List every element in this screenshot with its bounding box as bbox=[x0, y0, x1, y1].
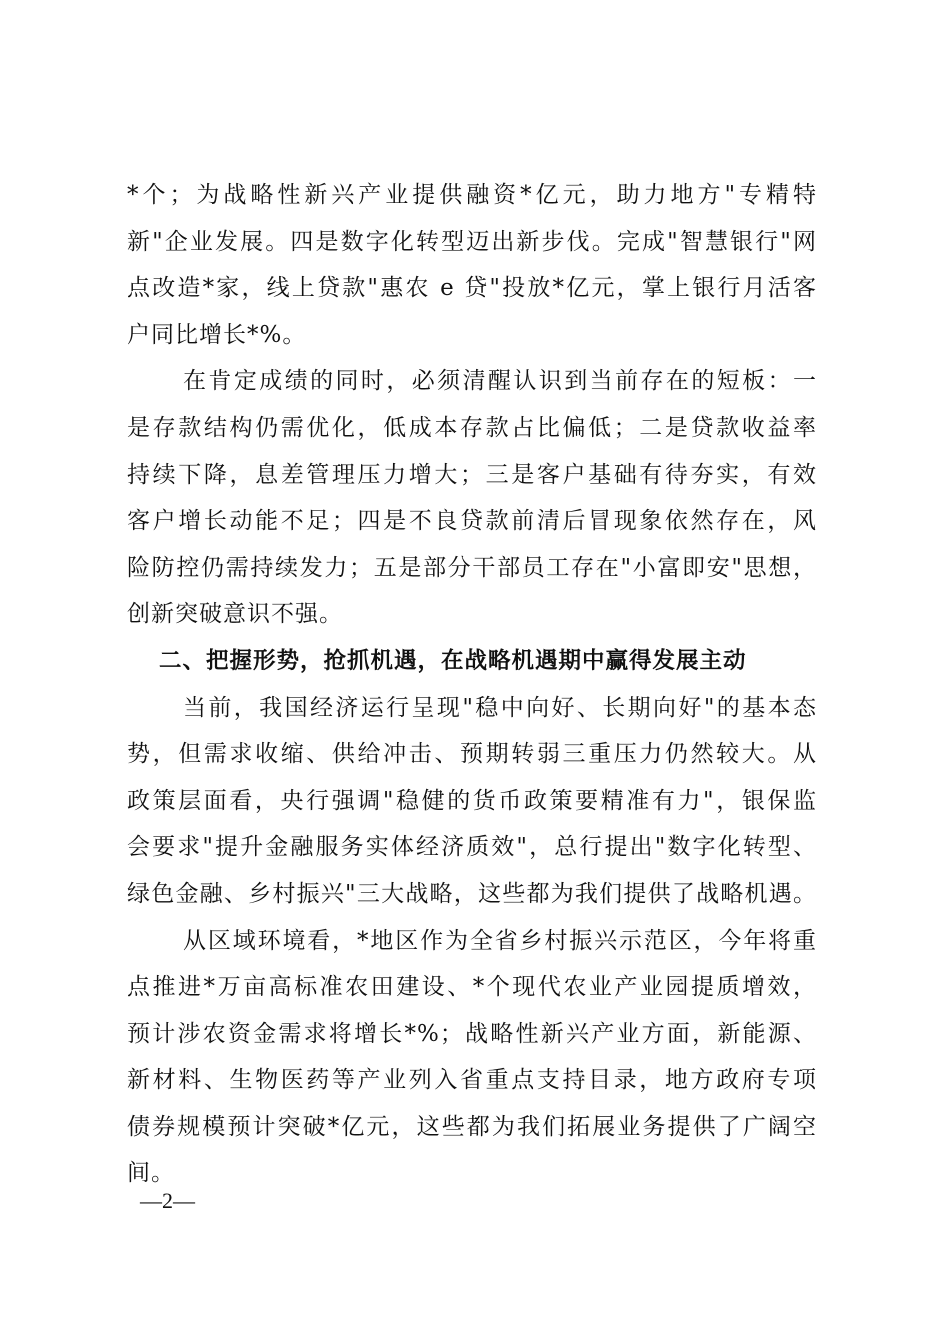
text-line: 创新突破意识不强。 bbox=[127, 601, 343, 628]
text-line: 在肯定成绩的同时，必须清醒认识到当前存在的短板：一 bbox=[183, 368, 817, 395]
text-line: 是存款结构仍需优化，低成本存款占比偏低；二是贷款收益率 bbox=[127, 414, 817, 441]
text-line: 点改造*家，线上贷款"惠农 e 贷"投放*亿元，掌上银行月活客 bbox=[127, 275, 817, 302]
text-line: 持续下降，息差管理压力增大；三是客户基础有待夯实，有效 bbox=[127, 461, 817, 488]
paragraph-regional-context bbox=[127, 918, 817, 1198]
text-line: 险防控仍需持续发力；五是部分干部员工存在"小富即安"思想， bbox=[127, 554, 817, 581]
text-line: 新材料、生物医药等产业列入省重点支持目录，地方政府专项 bbox=[127, 1067, 817, 1094]
text-line: 户同比增长*%。 bbox=[127, 321, 307, 348]
page-number: —2— bbox=[140, 1188, 195, 1213]
text-line: 绿色金融、乡村振兴"三大战略，这些都为我们提供了战略机遇。 bbox=[127, 880, 817, 907]
text-line: 政策层面看，央行强调"稳健的货币政策要精准有力"，银保监 bbox=[127, 787, 817, 814]
text-line: 当前，我国经济运行呈现"稳中向好、长期向好"的基本态 bbox=[183, 694, 817, 721]
text-line: *个；为战略性新兴产业提供融资*亿元，助力地方"专精特 bbox=[127, 182, 817, 208]
text-line: 预计涉农资金需求将增长*%；战略性新兴产业方面，新能源、 bbox=[127, 1020, 817, 1047]
text-line: 势，但需求收缩、供给冲击、预期转弱三重压力仍然较大。从 bbox=[127, 741, 817, 768]
text-line: 点推进*万亩高标准农田建设、*个现代农业产业园提质增效， bbox=[127, 974, 817, 1001]
paragraph-achievements-continued bbox=[127, 172, 817, 358]
text-line: 从区域环境看，*地区作为全省乡村振兴示范区，今年将重 bbox=[183, 927, 817, 954]
text-line: 债券规模预计突破*亿元，这些都为我们拓展业务提供了广阔空 bbox=[127, 1113, 817, 1140]
text-line: 会要求"提升金融服务实体经济质效"，总行提出"数字化转型、 bbox=[127, 834, 817, 861]
text-line: 新"企业发展。四是数字化转型迈出新步伐。完成"智慧银行"网 bbox=[127, 228, 817, 255]
paragraph-policy-context bbox=[127, 685, 817, 918]
section-heading: 二、把握形势，抢抓机遇，在战略机遇期中赢得发展主动 bbox=[159, 647, 747, 674]
paragraph-shortcomings bbox=[127, 358, 817, 638]
text-line: 间。 bbox=[127, 1160, 175, 1187]
text-line: 客户增长动能不足；四是不良贷款前清后冒现象依然存在，风 bbox=[127, 508, 817, 535]
document-body bbox=[127, 172, 817, 1197]
